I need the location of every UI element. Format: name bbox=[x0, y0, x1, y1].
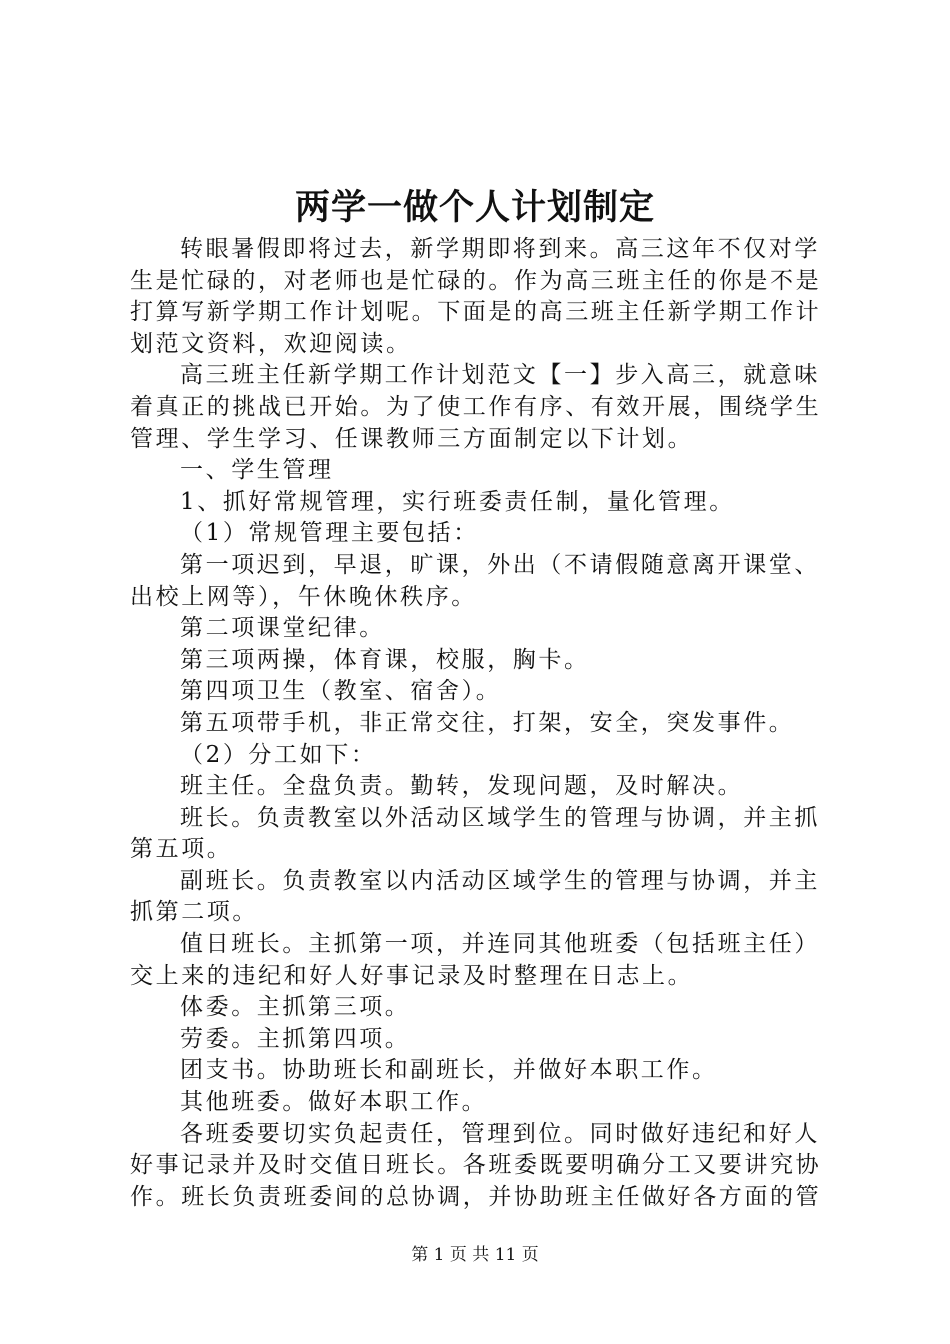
paragraph: 第一项迟到，早退，旷课，外出（不请假随意离开课堂、出校上网等），午休晚休秩序。 bbox=[130, 551, 820, 610]
paragraph: （1）常规管理主要包括： bbox=[180, 520, 479, 547]
document-title: 两学一做个人计划制定 bbox=[294, 187, 655, 228]
section-heading: 一、学生管理 bbox=[180, 457, 334, 484]
paragraph: 第三项两操，体育课，校服，胸卡。 bbox=[180, 646, 590, 673]
paragraph: 值日班长。主抓第一项，并连同其他班委（包括班主任）交上来的违纪和好人好事记录及时整理在日志上。 bbox=[130, 931, 820, 989]
page-footer: 第 1 页 共 11 页 bbox=[411, 1245, 539, 1265]
paragraph: （2）分工如下： bbox=[180, 741, 377, 768]
paragraph: 班主任。全盘负责。勤转，发现问题，及时解决。 bbox=[180, 773, 744, 800]
paragraph: 第四项卫生（教室、宿舍）。 bbox=[180, 678, 502, 705]
paragraph: 各班委要切实负起责任，管理到位。同时做好违纪和好人好事记录并及时交值日班长。各班委既要明确分工又要讲究协作。班长负责班委间的总协调，并协助班主任做好各方面的管 bbox=[130, 1120, 822, 1210]
paragraph: 第五项带手机，非正常交往，打架，安全，突发事件。 bbox=[180, 709, 795, 736]
paragraph: 体委。主抓第三项。 bbox=[180, 994, 411, 1021]
paragraph: 转眼暑假即将过去，新学期即将到来。高三这年不仅对学生是忙碌的，对老师也是忙碌的。作为高三班主任的你是不是打算写新学期工作计划呢。下面是的高三班主任新学期工作计划范文资料，欢迎阅读。 bbox=[130, 236, 822, 357]
paragraph: 第二项课堂纪律。 bbox=[180, 615, 385, 642]
paragraph: 劳委。主抓第四项。 bbox=[180, 1025, 411, 1052]
paragraph: 其他班委。做好本职工作。 bbox=[180, 1089, 488, 1116]
document-body bbox=[130, 234, 830, 1213]
paragraph: 班长。负责教室以外活动区域学生的管理与协调，并主抓第五项。 bbox=[130, 804, 820, 863]
paragraph: 团支书。协助班长和副班长，并做好本职工作。 bbox=[180, 1057, 718, 1084]
paragraph: 1、抓好常规管理，实行班委责任制，量化管理。 bbox=[180, 488, 735, 515]
paragraph: 副班长。负责教室以内活动区域学生的管理与协调，并主抓第二项。 bbox=[130, 867, 820, 926]
paragraph: 高三班主任新学期工作计划范文【一】步入高三，就意味着真正的挑战已开始。为了使工作有序、有效开展，围绕学生管理、学生学习、任课教师三方面制定以下计划。 bbox=[130, 362, 822, 452]
